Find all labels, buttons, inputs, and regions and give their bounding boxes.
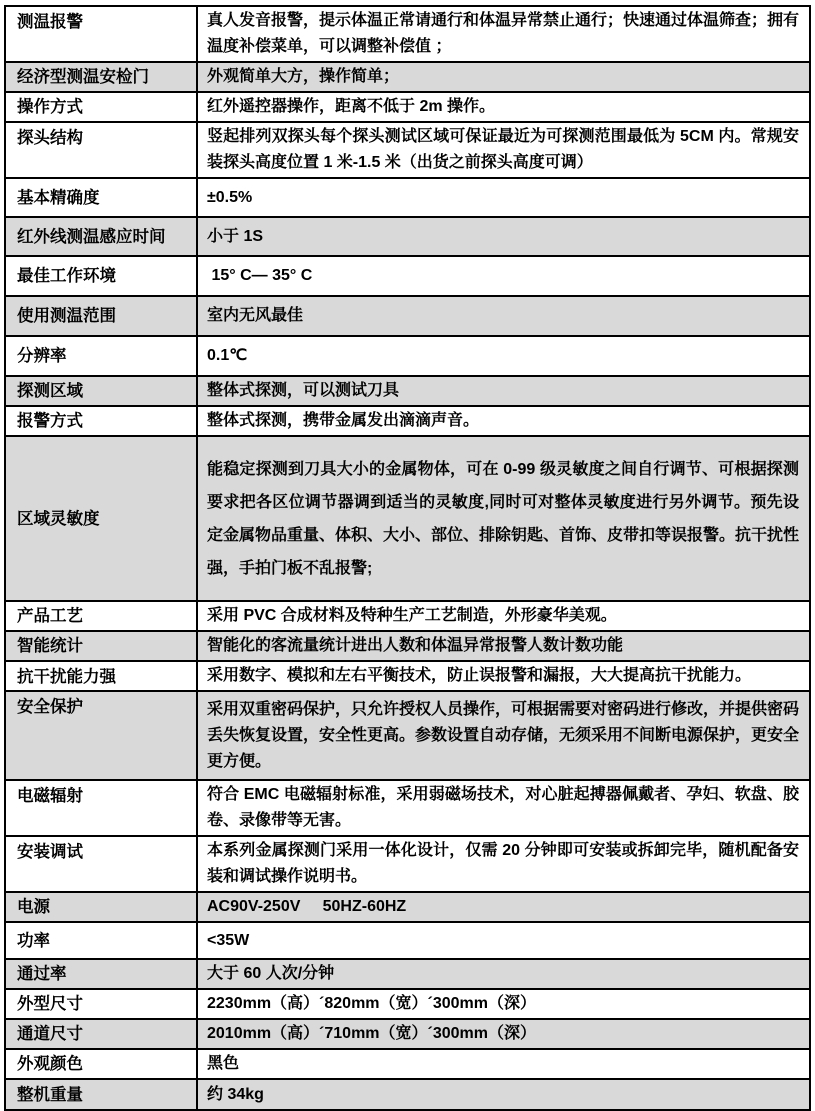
spec-row bbox=[5, 601, 810, 631]
spec-label-cell: 功率 bbox=[5, 922, 197, 959]
spec-row bbox=[5, 892, 810, 922]
spec-label-cell: 安全保护 bbox=[5, 691, 197, 780]
spec-value-cell: 0.1℃ bbox=[197, 336, 810, 376]
spec-value-cell: 约 34kg bbox=[197, 1079, 810, 1110]
spec-value-cell: 符合 EMC 电磁辐射标准，采用弱磁场技术，对心脏起搏器佩戴者、孕妇、软盘、胶卷、录像带等无害。 bbox=[197, 780, 810, 836]
spec-label-cell: 智能统计 bbox=[5, 631, 197, 661]
spec-value-cell: 外观简单大方，操作简单； bbox=[197, 62, 810, 92]
spec-label-cell: 基本精确度 bbox=[5, 178, 197, 217]
spec-value-cell: 小于 1S bbox=[197, 217, 810, 256]
spec-label-cell: 电磁辐射 bbox=[5, 780, 197, 836]
spec-label-cell: 使用测温范围 bbox=[5, 296, 197, 336]
spec-row bbox=[5, 1049, 810, 1079]
spec-label-cell: 最佳工作环境 bbox=[5, 256, 197, 296]
spec-label-cell: 区域灵敏度 bbox=[5, 436, 197, 601]
spec-row bbox=[5, 178, 810, 217]
spec-value-cell: 15° C— 35° C bbox=[197, 256, 810, 296]
spec-value-cell: 黑色 bbox=[197, 1049, 810, 1079]
spec-label-cell: 抗干扰能力强 bbox=[5, 661, 197, 691]
spec-label-cell: 外观颜色 bbox=[5, 1049, 197, 1079]
spec-value-cell: 智能化的客流量统计进出人数和体温异常报警人数计数功能 bbox=[197, 631, 810, 661]
spec-value-cell: 竖起排列双探头每个探头测试区域可保证最近为可探测范围最低为 5CM 内。常规安装探头高度位置 1 米-1.5 米（出货之前探头高度可调） bbox=[197, 122, 810, 178]
spec-row bbox=[5, 691, 810, 780]
spec-row bbox=[5, 62, 810, 92]
spec-row bbox=[5, 376, 810, 406]
spec-row bbox=[5, 436, 810, 601]
spec-row bbox=[5, 836, 810, 892]
spec-row bbox=[5, 1019, 810, 1049]
spec-value-cell: 真人发音报警，提示体温正常请通行和体温异常禁止通行；快速通过体温筛查；拥有温度补偿菜单，可以调整补偿值 ； bbox=[197, 6, 810, 62]
spec-row bbox=[5, 959, 810, 989]
spec-label-cell: 安装调试 bbox=[5, 836, 197, 892]
spec-row bbox=[5, 631, 810, 661]
spec-label-cell: 电源 bbox=[5, 892, 197, 922]
spec-row bbox=[5, 989, 810, 1019]
spec-label-cell: 通道尺寸 bbox=[5, 1019, 197, 1049]
spec-value-cell: <35W bbox=[197, 922, 810, 959]
spec-label-cell: 外型尺寸 bbox=[5, 989, 197, 1019]
spec-value-cell: 大于 60 人次/分钟 bbox=[197, 959, 810, 989]
spec-label-cell: 红外线测温感应时间 bbox=[5, 217, 197, 256]
spec-value-cell: 采用数字、模拟和左右平衡技术，防止误报警和漏报，大大提高抗干扰能力。 bbox=[197, 661, 810, 691]
spec-value-cell: 2010mm（高）´710mm（宽）´300mm（深） bbox=[197, 1019, 810, 1049]
spec-row bbox=[5, 296, 810, 336]
spec-value-cell: 整体式探测，可以测试刀具 bbox=[197, 376, 810, 406]
spec-value-cell: 能稳定探测到刀具大小的金属物体，可在 0-99 级灵敏度之间自行调节、可根据探测要求把各区位调节器调到适当的灵敏度,同时可对整体灵敏度进行另外调节。预先设定金属物品重量、体积、大小、部位、排除钥匙、首饰、皮带扣等误报警。抗干扰性强，手拍门板不乱报警; bbox=[197, 436, 810, 601]
spec-row bbox=[5, 6, 810, 62]
spec-value-cell: 红外遥控器操作，距离不低于 2m 操作。 bbox=[197, 92, 810, 122]
spec-value-cell: ±0.5% bbox=[197, 178, 810, 217]
spec-row bbox=[5, 922, 810, 959]
spec-label-cell: 探头结构 bbox=[5, 122, 197, 178]
spec-label-cell: 经济型测温安检门 bbox=[5, 62, 197, 92]
spec-row bbox=[5, 92, 810, 122]
spec-value-cell: 采用 PVC 合成材料及特种生产工艺制造，外形豪华美观。 bbox=[197, 601, 810, 631]
spec-row bbox=[5, 1079, 810, 1110]
spec-label-cell: 操作方式 bbox=[5, 92, 197, 122]
spec-label-cell: 整机重量 bbox=[5, 1079, 197, 1110]
spec-label-cell: 通过率 bbox=[5, 959, 197, 989]
spec-row bbox=[5, 217, 810, 256]
spec-value-cell: 整体式探测，携带金属发出滴滴声音。 bbox=[197, 406, 810, 436]
spec-row bbox=[5, 256, 810, 296]
spec-value-cell: 室内无风最佳 bbox=[197, 296, 810, 336]
spec-row bbox=[5, 336, 810, 376]
spec-label-cell: 报警方式 bbox=[5, 406, 197, 436]
spec-label-cell: 探测区域 bbox=[5, 376, 197, 406]
spec-label-cell: 产品工艺 bbox=[5, 601, 197, 631]
spec-value-cell: 采用双重密码保护，只允许授权人员操作，可根据需要对密码进行修改，并提供密码丢失恢复设置，安全性更高。参数设置自动存储，无须采用不间断电源保护，更安全更方便。 bbox=[197, 691, 810, 780]
spec-label-cell: 测温报警 bbox=[5, 6, 197, 62]
spec-table-body bbox=[5, 6, 810, 1110]
spec-value-cell: 2230mm（高）´820mm（宽）´300mm（深） bbox=[197, 989, 810, 1019]
spec-row bbox=[5, 661, 810, 691]
spec-value-cell: 本系列金属探测门采用一体化设计，仅需 20 分钟即可安装或拆卸完毕，随机配备安装和调试操作说明书。 bbox=[197, 836, 810, 892]
spec-value-cell: AC90V-250V 50HZ-60HZ bbox=[197, 892, 810, 922]
spec-label-cell: 分辨率 bbox=[5, 336, 197, 376]
spec-table bbox=[4, 5, 811, 1111]
spec-row bbox=[5, 406, 810, 436]
spec-row bbox=[5, 780, 810, 836]
spec-row bbox=[5, 122, 810, 178]
